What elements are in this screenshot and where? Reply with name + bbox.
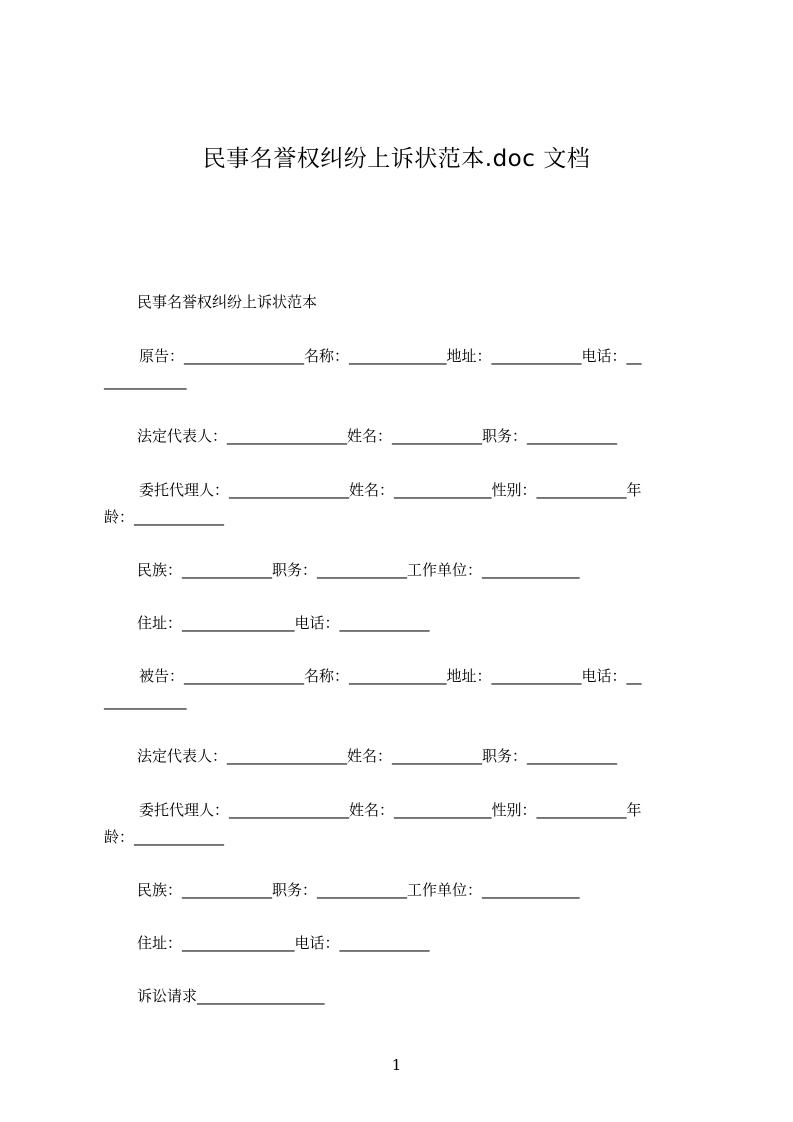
plaintiff-address-line: 住址：_______________电话：____________ [137, 614, 430, 632]
defendant-line-cont: ___________ [104, 692, 187, 710]
defendant-line: 被告：________________名称：_____________地址：____________电话：__ [139, 667, 642, 685]
defendant-agent-line: 委托代理人：________________姓名：_____________性别：____________年 [139, 801, 642, 819]
plaintiff-legal-rep-line: 法定代表人：________________姓名：____________职务：____________ [137, 427, 618, 445]
defendant-agent-line-cont: 龄：____________ [104, 828, 225, 846]
document-title: 民事名誉权纠纷上诉状范本.doc 文档 [202, 146, 591, 172]
defendant-legal-rep-line: 法定代表人：________________姓名：____________职务：____________ [137, 747, 618, 765]
claims-line: 诉讼请求_________________ [137, 987, 325, 1005]
plaintiff-line-cont: ___________ [104, 372, 187, 390]
document-heading: 民事名誉权纠纷上诉状范本 [137, 293, 318, 311]
defendant-ethnicity-line: 民族：____________职务：____________工作单位：_____________ [137, 881, 580, 899]
plaintiff-agent-line: 委托代理人：________________姓名：_____________性别：____________年 [139, 481, 642, 499]
plaintiff-agent-line-cont: 龄：____________ [104, 508, 225, 526]
defendant-address-line: 住址：_______________电话：____________ [137, 934, 430, 952]
plaintiff-line: 原告：________________名称：_____________地址：____________电话：__ [139, 347, 642, 365]
page-number: 1 [391, 1056, 402, 1074]
plaintiff-ethnicity-line: 民族：____________职务：____________工作单位：_____________ [137, 561, 580, 579]
